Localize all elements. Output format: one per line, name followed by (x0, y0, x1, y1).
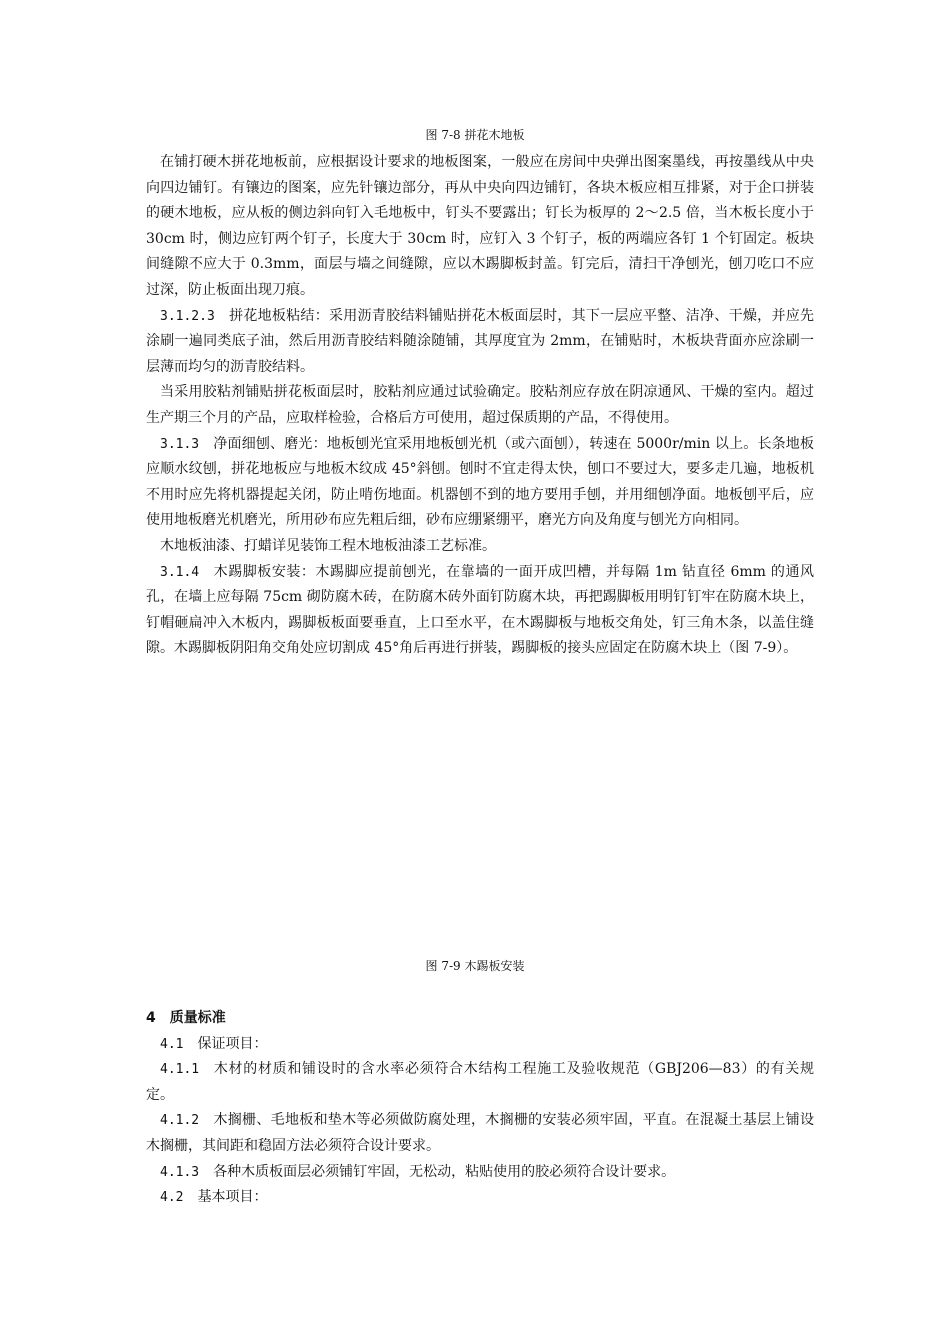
paragraph-parquet-nailing (146, 150, 814, 304)
paragraph-text: 拼花地板粘结：采用沥青胶结料铺贴拼花木板面层时，其下一层应平整、洁净、干燥，并应先涂刷一遍同类底子油，然后用沥青胶结料随涂随铺，其厚度宜为 2mm，在铺贴时，木板块背面亦应涂刷一层薄而均匀的沥青胶结料。 (146, 307, 814, 375)
paragraph-text: 净面细刨、磨光：地板刨光宜采用地板刨光机（或六面刨），转速在 5000r/min 以上。长条地板应顺水纹刨，拼花地板应与地板木纹成 45°斜刨。刨时不宜走得太快，刨口不要过大，要多走几遍，地板机不用时应先将机器提起关闭，防止啃伤地面。机器刨不到的地方要用手刨，并用细刨净面。地板刨平后，应使用地板磨光机磨光，所用砂布应先粗后细，砂布应绷紧绷平，磨光方向及角度与刨光方向相同。 (146, 435, 814, 529)
paragraph-parquet-bonding (146, 304, 814, 381)
construction-text-block (146, 150, 814, 662)
paragraph-painting-waxing (146, 534, 814, 560)
figure-caption-7-8: 图 7-8 拼花木地板 (425, 128, 525, 142)
clause-number: 4.1.2 (160, 1113, 200, 1129)
paragraph-skirting-installation (146, 560, 814, 662)
section-number: 3.1.2.3 (160, 308, 215, 324)
paragraph-text: 木地板油漆、打蜡详见装饰工程木地板油漆工艺标准。 (160, 537, 496, 554)
section-number: 3.1.3 (160, 436, 200, 452)
paragraph-text: 在铺打硬木拼花地板前，应根据设计要求的地板图案，一般应在房间中央弹出图案墨线，再按墨线从中央向四边铺钉。有镶边的图案，应先针镶边部分，再从中央向四边铺钉，各块木板应相互排紧，对于企口拼装的硬木地板，应从板的侧边斜向钉入毛地板中，钉头不要露出；钉长为板厚的 2～2.5 倍，当木板长度小于 30cm 时，侧边应钉两个钉子，长度大于 30cm 时，应钉入 3 个钉子，板的两端应各钉 1 个钉固定。板块间缝隙不应大于 0.3mm，面层与墙之间缝隙，应以木踢脚板封盖。钉完后，清扫干净刨光，刨刀吃口不应过深，防止板面出现刀痕。 (146, 154, 814, 298)
heading-title: 质量标准 (169, 1010, 226, 1026)
clause-number: 4.1 (160, 1036, 184, 1052)
clause-text: 木搁栅、毛地板和垫木等必须做防腐处理，木搁栅的安装必须牢固，平直。在混凝土基层上铺设木搁栅，其间距和稳固方法必须符合设计要求。 (146, 1112, 814, 1154)
clause-number: 4.1.3 (160, 1164, 200, 1180)
clause-item (146, 1057, 814, 1108)
clause-number: 4.2 (160, 1190, 184, 1206)
clause-text: 保证项目： (197, 1035, 268, 1052)
clause-number: 4.1.1 (160, 1062, 200, 1078)
clause-text: 木材的材质和铺设时的含水率必须符合木结构工程施工及验收规范（GBJ206—83）的有关规定。 (146, 1061, 814, 1103)
quality-standard-block (146, 1006, 814, 1211)
heading-number: 4 (146, 1010, 156, 1026)
clause-item (146, 1160, 814, 1186)
clause-text: 基本项目： (197, 1189, 268, 1206)
paragraph-adhesive (146, 380, 814, 431)
clause-text: 各种木质板面层必须铺钉牢固，无松动，粘贴使用的胶必须符合设计要求。 (213, 1163, 676, 1180)
figure-caption-7-9: 图 7-9 木踢板安装 (425, 959, 525, 973)
paragraph-text: 木踢脚板安装：木踢脚应提前刨光，在靠墙的一面开成凹槽，并每隔 1m 钻直径 6mm 的通风孔，在墙上应每隔 75cm 砌防腐木砖，在防腐木砖外面钉防腐木块，再把踢脚板用明钉钉牢在防腐木块上，钉帽砸扁冲入木板内，踢脚板板面要垂直，上口至水平，在木踢脚板与地板交角处，钉三角木条，以盖住缝隙。木踢脚板阴阳角交角处应切割成 45°角后再进行拼装，踢脚板的接头应固定在防腐木块上（图 7-9）。 (146, 563, 814, 657)
paragraph-text: 当采用胶粘剂铺贴拼花板面层时，胶粘剂应通过试验确定。胶粘剂应存放在阴凉通风、干燥的室内。超过生产期三个月的产品，应取样检验，合格后方可使用，超过保质期的产品，不得使用。 (146, 384, 814, 426)
section-number: 3.1.4 (160, 564, 200, 580)
clause-item (146, 1185, 814, 1211)
paragraph-planing-polishing (146, 432, 814, 534)
clause-item (146, 1108, 814, 1159)
clause-item (146, 1032, 814, 1058)
section-heading (146, 1006, 814, 1032)
